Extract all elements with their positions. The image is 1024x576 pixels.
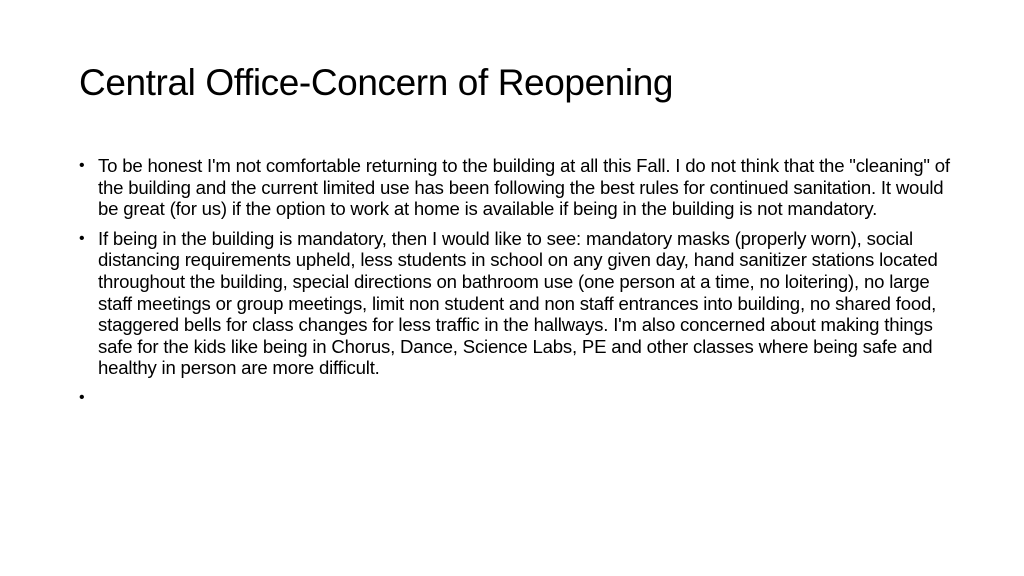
slide-title: Central Office-Concern of Reopening	[79, 62, 674, 103]
bullet-text: To be honest I'm not comfortable returning to the building at all this Fall. I do not think that the "cleaning" of the building and the current limited use has been following the best rules for continued sanitation. It would be great (for us) if the option to work at home is available if being in the building is not mandatory.	[98, 155, 950, 220]
bullet-text: If being in the building is mandatory, then I would like to see: mandatory masks (properly worn), social distancing requirements upheld, less students in school on any given day, hand sanitizer stations located throughout the building, special directions on bathroom use (one person at a time, no loitering), no large staff meetings or group meetings, limit non student and non staff entrances into building, no shared food, staggered bells for class changes for less traffic in the hallways. I'm also concerned about making things safe for the kids like being in Chorus, Dance, Science Labs, PE and other classes where being safe and healthy in person are more difficult.	[98, 227, 938, 379]
bullet-item	[79, 228, 951, 379]
bullet-list	[79, 155, 951, 406]
bullet-dot-icon: •	[79, 388, 85, 406]
bullet-dot-icon: •	[79, 157, 85, 174]
bullet-dot-icon: •	[79, 229, 85, 247]
bullet-item	[79, 155, 951, 220]
